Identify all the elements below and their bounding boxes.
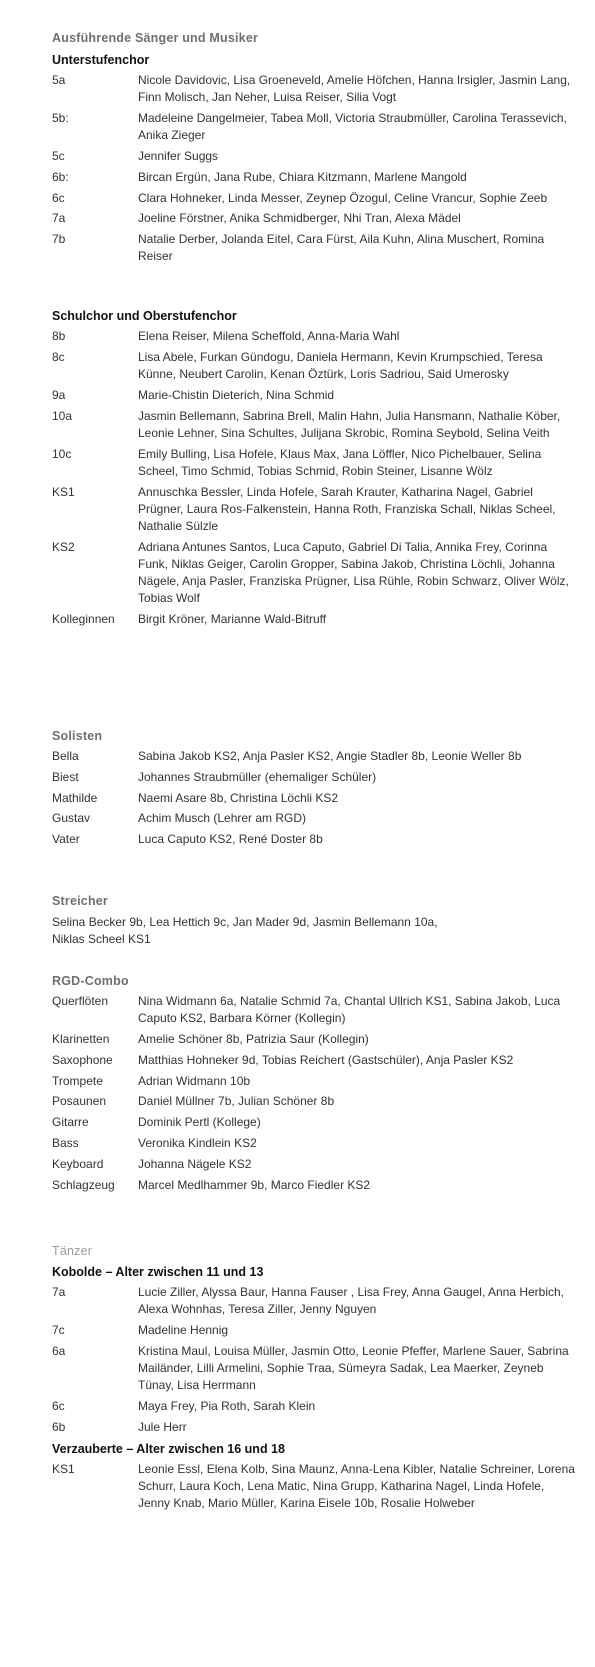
list-item: Klarinetten Amelie Schöner 8b, Patrizia Saur (Kollegin)	[52, 1032, 369, 1046]
list-item: Gustav Achim Musch (Lehrer am RGD)	[52, 811, 307, 826]
list-item: 7b Natalie Derber, Jolanda Eitel, Cara Fürst, Aila Kuhn, Alina Muschert, Romina Reiser	[52, 232, 545, 264]
list-item: Mathilde Naemi Asare 8b, Christina Löchli KS2	[52, 790, 339, 805]
list-item: Keyboard Johanna Nägele KS2	[52, 1156, 252, 1171]
list-item: KS2 Adriana Antunes Santos, Luca Caputo, Gabriel Di Talia, Annika Frey, Corinna Funk, Niklas Geiger, Carolin Gropper, Sabina Jakob, Christina Löchli, Johanna Nägele, Anja Pasler, Franziska Prügner, Lisa Rühle, Robin Schwarz, Oliver Wölz, Tobias Wolf	[52, 539, 569, 606]
list-item: 7a Joeline Förstner, Anika Schmidberger, Nhi Tran, Alexa Mädel	[52, 211, 461, 226]
list-item: 9a Marie-Chistin Dieterich, Nina Schmid	[52, 387, 335, 402]
list-item: KS1 Annuschka Bessler, Linda Hofele, Sarah Krauter, Katharina Nagel, Gabriel Prügner, Laura Ros-Falkenstein, Hanna Roth, Franziska Schall, Niklas Scheel, Nathalie Sülzle	[52, 484, 556, 533]
section-schulchor	[52, 307, 575, 632]
group-title-kobolde: Kobolde – Alter zwischen 11 und 13	[52, 1265, 264, 1279]
page-title: Ausführende Sänger und Musiker	[52, 31, 259, 45]
section-title: Schulchor und Oberstufenchor	[52, 309, 237, 323]
section-title: Tänzer	[52, 1244, 93, 1258]
streicher-names: Selina Becker 9b, Lea Hettich 9c, Jan Mader 9d, Jasmin Bellemann 10a, Niklas Scheel KS1	[52, 915, 438, 947]
section-title: RGD-Combo	[52, 974, 129, 988]
list-item: Saxophone Matthias Hohneker 9d, Tobias Reichert (Gastschüler), Anja Pasler KS2	[52, 1052, 514, 1067]
section-streicher	[52, 893, 575, 948]
list-item: 5c Jennifer Suggs	[52, 149, 219, 163]
list-item: 10a Jasmin Bellemann, Sabrina Brell, Malin Hahn, Julia Hansmann, Nathalie Köber, Leonie Lehner, Sina Schultes, Julijana Skrobic, Romina Seybold, Selina Veith	[52, 408, 561, 440]
list-item: 5a Nicole Davidovic, Lisa Groeneveld, Amelie Höfchen, Hanna Irsigler, Jasmin Lang, Finn Molisch, Jan Neher, Luisa Reiser, Silia Vogt	[52, 73, 571, 105]
list-item: Kolleginnen Birgit Kröner, Marianne Wald-Bitruff	[52, 612, 327, 627]
list-item: Vater Luca Caputo KS2, René Doster 8b	[52, 832, 323, 847]
list-item: Posaunen Daniel Müllner 7b, Julian Schöner 8b	[52, 1094, 335, 1109]
list-item: Gitarre Dominik Pertl (Kollege)	[52, 1115, 261, 1130]
list-item: 6b: Bircan Ergün, Jana Rube, Chiara Kitzmann, Marlene Mangold	[52, 169, 467, 184]
list-item: KS1 Leonie Essl, Elena Kolb, Sina Maunz, Anna-Lena Kibler, Natalie Schreiner, Lorena Schurr, Laura Koch, Lena Matic, Nina Grupp, Katharina Nagel, Linda Hofele, Jenny Knab, Mario Müller, Karina Eisele 10b, Rosalie Holweber	[52, 1461, 575, 1510]
list-item: 5b: Madeleine Dangelmeier, Tabea Moll, Victoria Straubmüller, Carolina Terassevich, Anika Zieger	[52, 111, 567, 143]
list-item: Schlagzeug Marcel Medlhammer 9b, Marco Fiedler KS2	[52, 1177, 371, 1192]
list-item: Biest Johannes Straubmüller (ehemaliger Schüler)	[52, 769, 377, 784]
section-solisten	[52, 728, 575, 852]
list-item: Trompete Adrian Widmann 10b	[52, 1073, 251, 1088]
list-item: 7c Madeline Hennig	[52, 1323, 229, 1337]
list-item: 10c Emily Bulling, Lisa Hofele, Klaus Max, Jana Löffler, Nico Pichelbauer, Selina Scheel, Timo Schmid, Tobias Schmid, Robin Steiner, Lisanne Wölz	[52, 446, 542, 478]
list-item: Bella Sabina Jakob KS2, Anja Pasler KS2, Angie Stadler 8b, Leonie Weller 8b	[52, 749, 522, 763]
list-item: Querflöten Nina Widmann 6a, Natalie Schmid 7a, Chantal Ullrich KS1, Sabina Jakob, Luca Caputo KS2, Barbara Körner (Kollegin)	[52, 994, 561, 1026]
section-title: Unterstufenchor	[52, 53, 150, 67]
list-item: 6a Kristina Maul, Louisa Müller, Jasmin Otto, Leonie Pfeffer, Marlene Sauer, Sabrina Mailänder, Lilli Armelini, Sophie Traa, Sümeyra Sadak, Lea Maerker, Zeyneb Tünay, Lisa Herrmann	[52, 1343, 569, 1393]
list-item: 7a Lucie Ziller, Alyssa Baur, Hanna Fauser , Lisa Frey, Anna Gaugel, Anna Herbich, Alexa Wohnhas, Teresa Ziller, Jenny Nguyen	[52, 1285, 565, 1317]
list-item: 8b Elena Reiser, Milena Scheffold, Anna-Maria Wahl	[52, 329, 400, 343]
list-item: 6b Jule Herr	[52, 1419, 187, 1434]
section-title: Streicher	[52, 894, 108, 908]
section-title: Solisten	[52, 729, 103, 743]
section-taenzer	[52, 1243, 575, 1516]
section-rgd-combo	[52, 973, 575, 1197]
list-item: 6c Clara Hohneker, Linda Messer, Zeynep Özogul, Celine Vrancur, Sophie Zeeb	[52, 190, 548, 205]
group-title-verzauberte: Verzauberte – Alter zwischen 16 und 18	[52, 1441, 285, 1456]
list-item: 8c Lisa Abele, Furkan Gündogu, Daniela Hermann, Kevin Krumpschied, Teresa Künne, Neubert Carolin, Kenan Öztürk, Loris Sadriou, Said Umerosky	[52, 349, 543, 381]
section-unterstufenchor	[52, 30, 575, 269]
list-item: Bass Veronika Kindlein KS2	[52, 1135, 257, 1150]
list-item: 6c Maya Frey, Pia Roth, Sarah Klein	[52, 1399, 316, 1413]
